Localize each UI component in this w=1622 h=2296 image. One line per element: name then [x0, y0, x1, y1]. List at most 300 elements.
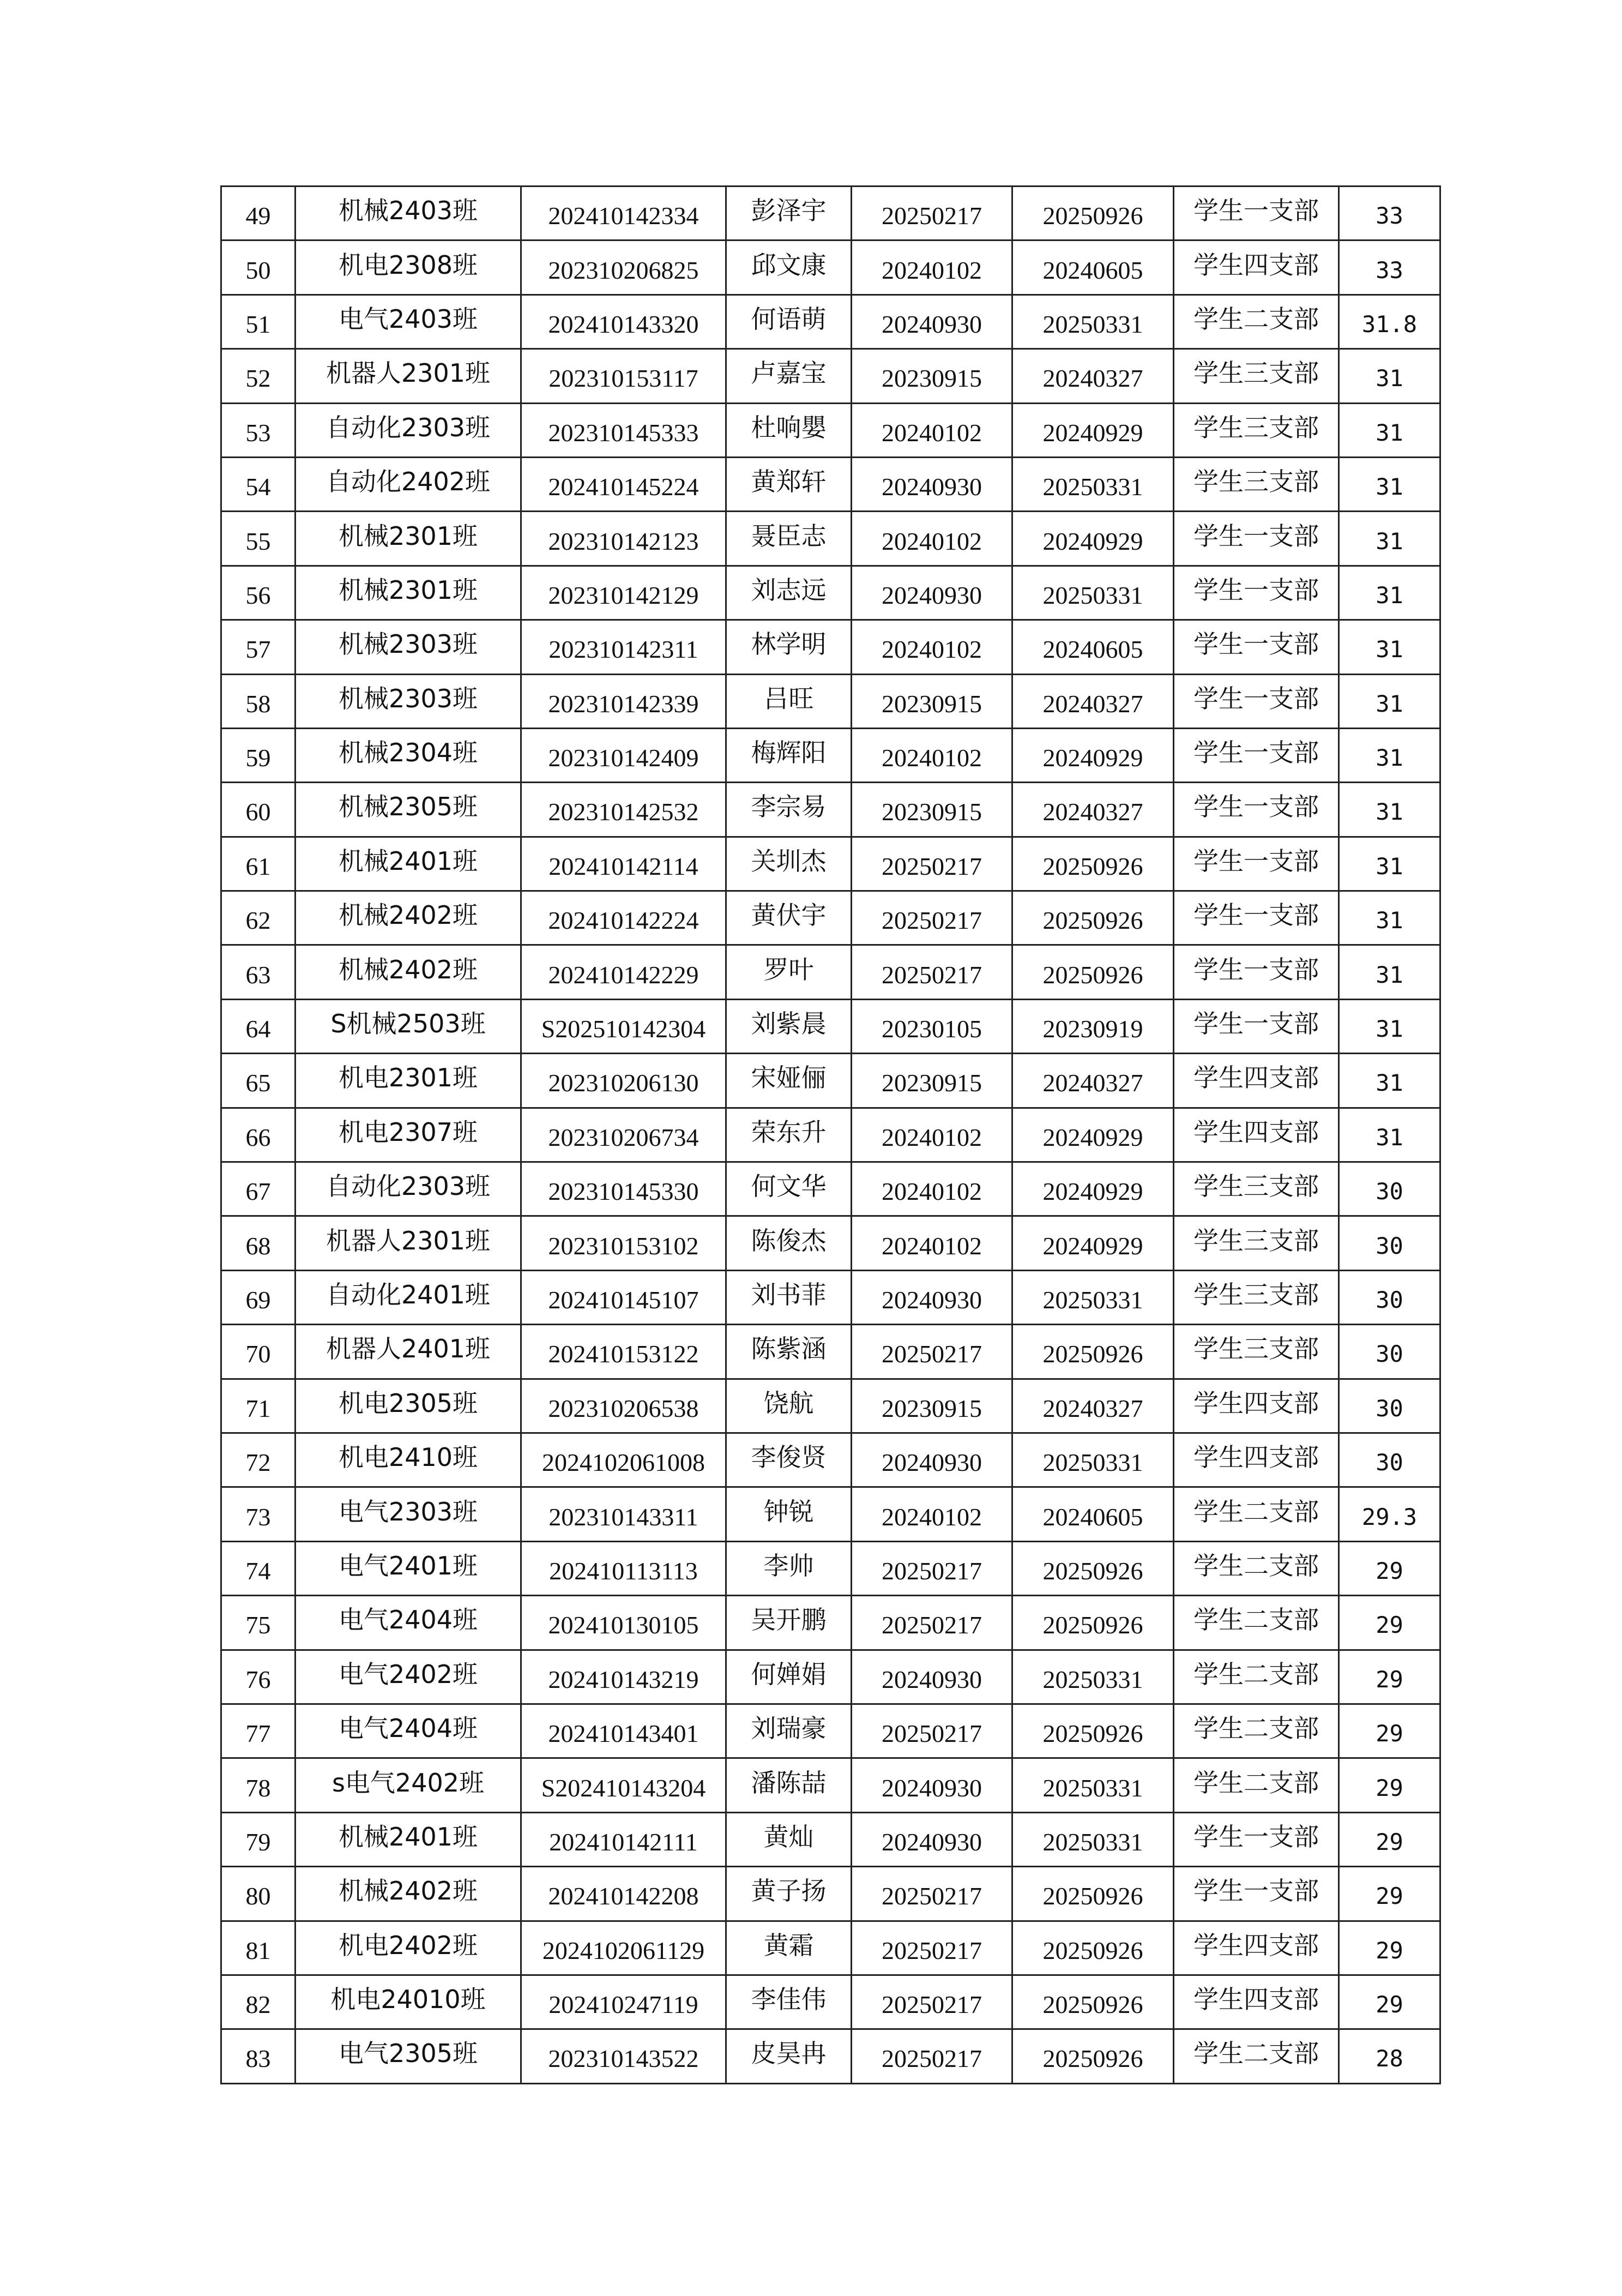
end-date-cell: 20250926 — [1012, 891, 1174, 945]
score-cell: 31 — [1339, 674, 1440, 728]
branch-cell: 学生二支部 — [1174, 1487, 1339, 1541]
row-number-cell: 58 — [221, 674, 296, 728]
end-date-cell: 20250926 — [1012, 945, 1174, 999]
end-date-cell: 20240929 — [1012, 1162, 1174, 1216]
row-number-cell: 60 — [221, 783, 296, 837]
score-cell: 29 — [1339, 1867, 1440, 1921]
name-cell: 陈紫涵 — [726, 1325, 852, 1379]
student-id-cell: 202410142208 — [521, 1867, 726, 1921]
end-date-cell: 20240929 — [1012, 1108, 1174, 1162]
class-cell: 自动化2303班 — [296, 1162, 521, 1216]
name-cell: 林学明 — [726, 620, 852, 674]
score-cell: 31 — [1339, 1108, 1440, 1162]
name-cell: 何文华 — [726, 1162, 852, 1216]
student-id-cell: 202310206825 — [521, 241, 726, 294]
class-cell: 机械2402班 — [296, 891, 521, 945]
class-cell: S机械2503班 — [296, 999, 521, 1053]
branch-cell: 学生三支部 — [1174, 1270, 1339, 1324]
start-date-cell: 20250217 — [852, 1704, 1012, 1758]
table-row — [221, 566, 1440, 620]
name-cell: 邱文康 — [726, 241, 852, 294]
score-cell: 30 — [1339, 1325, 1440, 1379]
end-date-cell: 20240929 — [1012, 512, 1174, 566]
table-row — [221, 1704, 1440, 1758]
table-row — [221, 1596, 1440, 1650]
branch-cell: 学生二支部 — [1174, 2029, 1339, 2083]
start-date-cell: 20240102 — [852, 1216, 1012, 1270]
start-date-cell: 20230915 — [852, 349, 1012, 403]
name-cell: 黄子扬 — [726, 1867, 852, 1921]
branch-cell: 学生三支部 — [1174, 349, 1339, 403]
start-date-cell: 20240102 — [852, 1487, 1012, 1541]
start-date-cell: 20230105 — [852, 999, 1012, 1053]
table-row — [221, 1108, 1440, 1162]
name-cell: 刘紫晨 — [726, 999, 852, 1053]
start-date-cell: 20240102 — [852, 620, 1012, 674]
student-id-cell: 202410142114 — [521, 837, 726, 891]
score-cell: 28 — [1339, 2029, 1440, 2083]
student-id-cell: 202410143320 — [521, 294, 726, 348]
branch-cell: 学生一支部 — [1174, 674, 1339, 728]
class-cell: 电气2403班 — [296, 294, 521, 348]
score-cell: 31 — [1339, 999, 1440, 1053]
branch-cell: 学生四支部 — [1174, 1433, 1339, 1487]
table-row — [221, 457, 1440, 511]
start-date-cell: 20240102 — [852, 1162, 1012, 1216]
table-row — [221, 728, 1440, 782]
student-id-cell: 202410153122 — [521, 1325, 726, 1379]
branch-cell: 学生一支部 — [1174, 620, 1339, 674]
branch-cell: 学生三支部 — [1174, 1162, 1339, 1216]
row-number-cell: 83 — [221, 2029, 296, 2083]
end-date-cell: 20250926 — [1012, 1975, 1174, 2029]
student-id-cell: 202310143522 — [521, 2029, 726, 2083]
score-cell: 31.8 — [1339, 294, 1440, 348]
table-row — [221, 1812, 1440, 1866]
branch-cell: 学生一支部 — [1174, 1867, 1339, 1921]
branch-cell: 学生四支部 — [1174, 241, 1339, 294]
score-cell: 31 — [1339, 620, 1440, 674]
table-row — [221, 837, 1440, 891]
end-date-cell: 20240929 — [1012, 728, 1174, 782]
branch-cell: 学生一支部 — [1174, 783, 1339, 837]
score-cell: 33 — [1339, 187, 1440, 241]
start-date-cell: 20230915 — [852, 674, 1012, 728]
end-date-cell: 20240605 — [1012, 1487, 1174, 1541]
score-cell: 30 — [1339, 1216, 1440, 1270]
table-row — [221, 1921, 1440, 1975]
student-id-cell: 202310145330 — [521, 1162, 726, 1216]
student-id-cell: 202410247119 — [521, 1975, 726, 2029]
name-cell: 李帅 — [726, 1541, 852, 1595]
class-cell: 机械2303班 — [296, 620, 521, 674]
student-id-cell: 202410130105 — [521, 1596, 726, 1650]
name-cell: 饶航 — [726, 1379, 852, 1433]
end-date-cell: 20250331 — [1012, 566, 1174, 620]
score-cell: 31 — [1339, 837, 1440, 891]
name-cell: 宋娅俪 — [726, 1054, 852, 1108]
branch-cell: 学生二支部 — [1174, 1758, 1339, 1812]
student-id-cell: 202410145224 — [521, 457, 726, 511]
name-cell: 黄灿 — [726, 1812, 852, 1866]
score-cell: 29 — [1339, 1975, 1440, 2029]
branch-cell: 学生三支部 — [1174, 1216, 1339, 1270]
student-id-cell: 2024102061008 — [521, 1433, 726, 1487]
row-number-cell: 57 — [221, 620, 296, 674]
start-date-cell: 20240930 — [852, 1812, 1012, 1866]
end-date-cell: 20240327 — [1012, 674, 1174, 728]
student-id-cell: 202310145333 — [521, 403, 726, 457]
row-number-cell: 50 — [221, 241, 296, 294]
table-row — [221, 349, 1440, 403]
row-number-cell: 54 — [221, 457, 296, 511]
name-cell: 刘瑞豪 — [726, 1704, 852, 1758]
name-cell: 李俊贤 — [726, 1433, 852, 1487]
end-date-cell: 20240605 — [1012, 241, 1174, 294]
table-row — [221, 1270, 1440, 1324]
student-id-cell: 202410143401 — [521, 1704, 726, 1758]
class-cell: 电气2401班 — [296, 1541, 521, 1595]
name-cell: 荣东升 — [726, 1108, 852, 1162]
score-cell: 33 — [1339, 241, 1440, 294]
class-cell: 机电2308班 — [296, 241, 521, 294]
class-cell: 电气2404班 — [296, 1596, 521, 1650]
branch-cell: 学生二支部 — [1174, 1596, 1339, 1650]
class-cell: 机电2301班 — [296, 1054, 521, 1108]
start-date-cell: 20240930 — [852, 1433, 1012, 1487]
branch-cell: 学生一支部 — [1174, 512, 1339, 566]
start-date-cell: 20230915 — [852, 783, 1012, 837]
name-cell: 梅辉阳 — [726, 728, 852, 782]
score-cell: 29 — [1339, 1650, 1440, 1704]
branch-cell: 学生三支部 — [1174, 457, 1339, 511]
name-cell: 杜响嬰 — [726, 403, 852, 457]
score-cell: 31 — [1339, 783, 1440, 837]
row-number-cell: 82 — [221, 1975, 296, 2029]
student-id-cell: 202410142111 — [521, 1812, 726, 1866]
score-cell: 31 — [1339, 403, 1440, 457]
table-row — [221, 620, 1440, 674]
class-cell: 电气2402班 — [296, 1650, 521, 1704]
class-cell: 机械2304班 — [296, 728, 521, 782]
score-cell: 31 — [1339, 349, 1440, 403]
student-id-cell: 2024102061129 — [521, 1921, 726, 1975]
table-row — [221, 783, 1440, 837]
row-number-cell: 70 — [221, 1325, 296, 1379]
end-date-cell: 20240327 — [1012, 1379, 1174, 1433]
start-date-cell: 20240102 — [852, 512, 1012, 566]
class-cell: 机器人2301班 — [296, 1216, 521, 1270]
row-number-cell: 76 — [221, 1650, 296, 1704]
student-id-cell: 202310142409 — [521, 728, 726, 782]
score-cell: 30 — [1339, 1162, 1440, 1216]
name-cell: 李佳伟 — [726, 1975, 852, 2029]
end-date-cell: 20250926 — [1012, 1704, 1174, 1758]
table-row — [221, 1216, 1440, 1270]
end-date-cell: 20250926 — [1012, 2029, 1174, 2083]
name-cell: 刘书菲 — [726, 1270, 852, 1324]
table-row — [221, 1867, 1440, 1921]
row-number-cell: 66 — [221, 1108, 296, 1162]
name-cell: 何婵娟 — [726, 1650, 852, 1704]
start-date-cell: 20250217 — [852, 1921, 1012, 1975]
start-date-cell: 20240102 — [852, 1108, 1012, 1162]
branch-cell: 学生二支部 — [1174, 1704, 1339, 1758]
branch-cell: 学生一支部 — [1174, 999, 1339, 1053]
student-id-cell: 202310142532 — [521, 783, 726, 837]
table-row — [221, 945, 1440, 999]
table-row — [221, 674, 1440, 728]
row-number-cell: 65 — [221, 1054, 296, 1108]
student-id-cell: 202310206734 — [521, 1108, 726, 1162]
class-cell: 机械2301班 — [296, 566, 521, 620]
start-date-cell: 20240930 — [852, 1270, 1012, 1324]
row-number-cell: 49 — [221, 187, 296, 241]
branch-cell: 学生四支部 — [1174, 1921, 1339, 1975]
branch-cell: 学生三支部 — [1174, 1325, 1339, 1379]
end-date-cell: 20250331 — [1012, 1650, 1174, 1704]
table-row — [221, 294, 1440, 348]
student-id-cell: 202410143219 — [521, 1650, 726, 1704]
student-id-cell: 202310153117 — [521, 349, 726, 403]
end-date-cell: 20250331 — [1012, 1270, 1174, 1324]
score-cell: 31 — [1339, 1054, 1440, 1108]
branch-cell: 学生一支部 — [1174, 837, 1339, 891]
class-cell: 机电2307班 — [296, 1108, 521, 1162]
table-row — [221, 512, 1440, 566]
name-cell: 关圳杰 — [726, 837, 852, 891]
branch-cell: 学生二支部 — [1174, 1650, 1339, 1704]
score-cell: 29 — [1339, 1758, 1440, 1812]
score-cell: 31 — [1339, 945, 1440, 999]
end-date-cell: 20250331 — [1012, 457, 1174, 511]
score-cell: 30 — [1339, 1270, 1440, 1324]
row-number-cell: 68 — [221, 1216, 296, 1270]
end-date-cell: 20250926 — [1012, 1921, 1174, 1975]
name-cell: 黄霜 — [726, 1921, 852, 1975]
row-number-cell: 81 — [221, 1921, 296, 1975]
student-id-cell: 202410142334 — [521, 187, 726, 241]
class-cell: 机械2303班 — [296, 674, 521, 728]
score-cell: 31 — [1339, 566, 1440, 620]
row-number-cell: 62 — [221, 891, 296, 945]
end-date-cell: 20240327 — [1012, 1054, 1174, 1108]
branch-cell: 学生一支部 — [1174, 566, 1339, 620]
name-cell: 彭泽宇 — [726, 187, 852, 241]
score-cell: 29 — [1339, 1541, 1440, 1595]
table-row — [221, 1379, 1440, 1433]
class-cell: 自动化2402班 — [296, 457, 521, 511]
branch-cell: 学生三支部 — [1174, 403, 1339, 457]
start-date-cell: 20240930 — [852, 457, 1012, 511]
row-number-cell: 55 — [221, 512, 296, 566]
name-cell: 黄郑轩 — [726, 457, 852, 511]
table-row — [221, 1325, 1440, 1379]
end-date-cell: 20240327 — [1012, 349, 1174, 403]
class-cell: 机电2305班 — [296, 1379, 521, 1433]
score-cell: 31 — [1339, 891, 1440, 945]
class-cell: 电气2305班 — [296, 2029, 521, 2083]
start-date-cell: 20240102 — [852, 728, 1012, 782]
table-row — [221, 1758, 1440, 1812]
branch-cell: 学生四支部 — [1174, 1054, 1339, 1108]
student-id-cell: S202510142304 — [521, 999, 726, 1053]
branch-cell: 学生四支部 — [1174, 1108, 1339, 1162]
start-date-cell: 20250217 — [852, 2029, 1012, 2083]
roster-body — [221, 187, 1440, 2084]
row-number-cell: 78 — [221, 1758, 296, 1812]
row-number-cell: 67 — [221, 1162, 296, 1216]
row-number-cell: 56 — [221, 566, 296, 620]
row-number-cell: 63 — [221, 945, 296, 999]
start-date-cell: 20250217 — [852, 1596, 1012, 1650]
row-number-cell: 53 — [221, 403, 296, 457]
table-row — [221, 999, 1440, 1053]
student-id-cell: 202310142311 — [521, 620, 726, 674]
student-id-cell: 202310142129 — [521, 566, 726, 620]
class-cell: 机械2402班 — [296, 1867, 521, 1921]
student-id-cell: 202310142123 — [521, 512, 726, 566]
class-cell: 自动化2303班 — [296, 403, 521, 457]
class-cell: 机械2301班 — [296, 512, 521, 566]
branch-cell: 学生二支部 — [1174, 294, 1339, 348]
name-cell: 罗叶 — [726, 945, 852, 999]
name-cell: 潘陈喆 — [726, 1758, 852, 1812]
table-row — [221, 241, 1440, 294]
row-number-cell: 80 — [221, 1867, 296, 1921]
start-date-cell: 20250217 — [852, 945, 1012, 999]
start-date-cell: 20230915 — [852, 1054, 1012, 1108]
name-cell: 皮昊冉 — [726, 2029, 852, 2083]
end-date-cell: 20250926 — [1012, 1596, 1174, 1650]
roster-table — [220, 185, 1441, 2084]
class-cell: 机械2305班 — [296, 783, 521, 837]
table-row — [221, 891, 1440, 945]
table-row — [221, 1162, 1440, 1216]
table-row — [221, 403, 1440, 457]
start-date-cell: 20240930 — [852, 1758, 1012, 1812]
name-cell: 钟锐 — [726, 1487, 852, 1541]
start-date-cell: 20230915 — [852, 1379, 1012, 1433]
branch-cell: 学生一支部 — [1174, 891, 1339, 945]
name-cell: 吕旺 — [726, 674, 852, 728]
score-cell: 29 — [1339, 1704, 1440, 1758]
row-number-cell: 75 — [221, 1596, 296, 1650]
row-number-cell: 77 — [221, 1704, 296, 1758]
class-cell: 机械2401班 — [296, 837, 521, 891]
table-row — [221, 1541, 1440, 1595]
branch-cell: 学生四支部 — [1174, 1379, 1339, 1433]
class-cell: 机械2403班 — [296, 187, 521, 241]
class-cell: 自动化2401班 — [296, 1270, 521, 1324]
row-number-cell: 73 — [221, 1487, 296, 1541]
start-date-cell: 20240930 — [852, 294, 1012, 348]
score-cell: 29.3 — [1339, 1487, 1440, 1541]
student-id-cell: 202410142224 — [521, 891, 726, 945]
end-date-cell: 20230919 — [1012, 999, 1174, 1053]
score-cell: 31 — [1339, 457, 1440, 511]
end-date-cell: 20240929 — [1012, 1216, 1174, 1270]
branch-cell: 学生一支部 — [1174, 728, 1339, 782]
name-cell: 刘志远 — [726, 566, 852, 620]
start-date-cell: 20240930 — [852, 1650, 1012, 1704]
name-cell: 何语萌 — [726, 294, 852, 348]
start-date-cell: 20250217 — [852, 1975, 1012, 2029]
student-id-cell: 202310153102 — [521, 1216, 726, 1270]
name-cell: 陈俊杰 — [726, 1216, 852, 1270]
row-number-cell: 51 — [221, 294, 296, 348]
end-date-cell: 20250331 — [1012, 1433, 1174, 1487]
row-number-cell: 64 — [221, 999, 296, 1053]
class-cell: 电气2303班 — [296, 1487, 521, 1541]
score-cell: 30 — [1339, 1379, 1440, 1433]
name-cell: 黄伏宇 — [726, 891, 852, 945]
row-number-cell: 71 — [221, 1379, 296, 1433]
start-date-cell: 20250217 — [852, 187, 1012, 241]
row-number-cell: 69 — [221, 1270, 296, 1324]
end-date-cell: 20250926 — [1012, 1541, 1174, 1595]
start-date-cell: 20240102 — [852, 403, 1012, 457]
branch-cell: 学生二支部 — [1174, 1541, 1339, 1595]
name-cell: 聂臣志 — [726, 512, 852, 566]
start-date-cell: 20240930 — [852, 566, 1012, 620]
branch-cell: 学生一支部 — [1174, 945, 1339, 999]
student-id-cell: 202310142339 — [521, 674, 726, 728]
student-id-cell: 202310206538 — [521, 1379, 726, 1433]
row-number-cell: 61 — [221, 837, 296, 891]
score-cell: 29 — [1339, 1812, 1440, 1866]
start-date-cell: 20250217 — [852, 891, 1012, 945]
row-number-cell: 74 — [221, 1541, 296, 1595]
start-date-cell: 20240102 — [852, 241, 1012, 294]
branch-cell: 学生一支部 — [1174, 1812, 1339, 1866]
score-cell: 29 — [1339, 1596, 1440, 1650]
table-row — [221, 1433, 1440, 1487]
score-cell: 29 — [1339, 1921, 1440, 1975]
score-cell: 31 — [1339, 512, 1440, 566]
start-date-cell: 20250217 — [852, 1867, 1012, 1921]
end-date-cell: 20240929 — [1012, 403, 1174, 457]
class-cell: 机电2410班 — [296, 1433, 521, 1487]
table-row — [221, 1650, 1440, 1704]
end-date-cell: 20250331 — [1012, 294, 1174, 348]
class-cell: 机械2401班 — [296, 1812, 521, 1866]
class-cell: 电气2404班 — [296, 1704, 521, 1758]
name-cell: 卢嘉宝 — [726, 349, 852, 403]
row-number-cell: 59 — [221, 728, 296, 782]
start-date-cell: 20250217 — [852, 837, 1012, 891]
name-cell: 李宗易 — [726, 783, 852, 837]
student-id-cell: S202410143204 — [521, 1758, 726, 1812]
score-cell: 31 — [1339, 728, 1440, 782]
class-cell: 机电2402班 — [296, 1921, 521, 1975]
table-row — [221, 1054, 1440, 1108]
start-date-cell: 20250217 — [852, 1325, 1012, 1379]
end-date-cell: 20250926 — [1012, 1325, 1174, 1379]
end-date-cell: 20250926 — [1012, 837, 1174, 891]
class-cell: 机器人2401班 — [296, 1325, 521, 1379]
end-date-cell: 20250926 — [1012, 187, 1174, 241]
end-date-cell: 20250331 — [1012, 1758, 1174, 1812]
branch-cell: 学生一支部 — [1174, 187, 1339, 241]
class-cell: 机器人2301班 — [296, 349, 521, 403]
table-row — [221, 1975, 1440, 2029]
student-id-cell: 202410142229 — [521, 945, 726, 999]
row-number-cell: 79 — [221, 1812, 296, 1866]
class-cell: 机电24010班 — [296, 1975, 521, 2029]
row-number-cell: 72 — [221, 1433, 296, 1487]
score-cell: 30 — [1339, 1433, 1440, 1487]
